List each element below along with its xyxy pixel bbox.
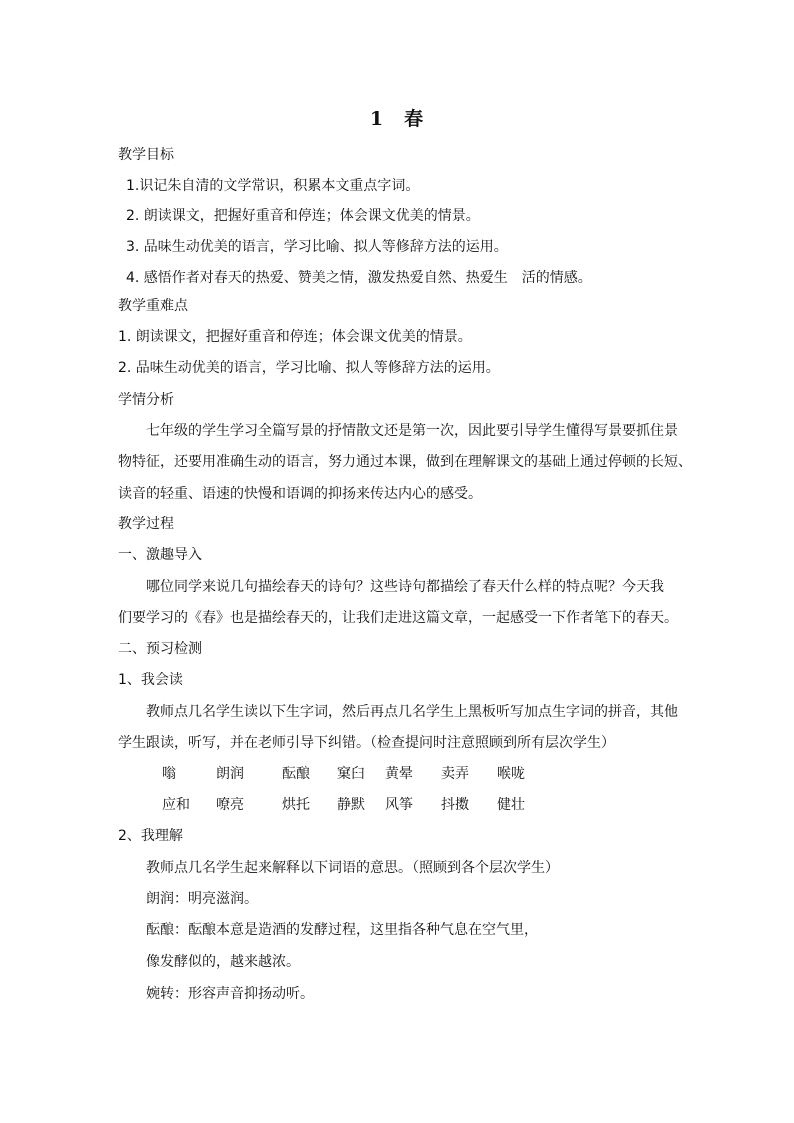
vocab-word: 窠臼 bbox=[337, 766, 365, 782]
vocab-word: 风筝 bbox=[385, 797, 413, 813]
vocab-word: 喉咙 bbox=[497, 766, 525, 782]
vocab-word: 酝酿 bbox=[282, 766, 310, 782]
section-1-line-1: 哪位同学来说几句描绘春天的诗句？这些诗句都描绘了春天什么样的特点呢？今天我 bbox=[146, 579, 664, 595]
page-title: 1 春 bbox=[369, 108, 425, 130]
vocab-word: 应和 bbox=[162, 797, 190, 813]
objective-item-2: 2. 朗读课文，把握好重音和停连；体会课文优美的情景。 bbox=[126, 208, 480, 224]
vocab-word: 静默 bbox=[337, 797, 365, 813]
process-heading: 教学过程 bbox=[118, 516, 174, 532]
key-point-item-1: 1. 朗读课文，把握好重音和停连；体会课文优美的情景。 bbox=[118, 329, 472, 345]
definition-line: 朗润：明亮滋润。 bbox=[146, 891, 258, 907]
objective-item-1: 1.识记朱自清的文学常识，积累本文重点字词。 bbox=[126, 178, 420, 194]
section-1-heading: 一、激趣导入 bbox=[118, 547, 202, 563]
subsection-1-line-2: 学生跟读，听写，并在老师引导下纠错。（检查提问时注意照顾到所有层次学生） bbox=[118, 735, 615, 751]
vocab-word: 健壮 bbox=[497, 797, 525, 813]
vocab-word: 嘹亮 bbox=[216, 797, 244, 813]
analysis-line-2: 物特征，还要用准确生动的语言，努力通过本课，做到在理解课文的基础上通过停顿的长短、 bbox=[118, 454, 692, 470]
vocab-word: 卖弄 bbox=[441, 766, 469, 782]
subsection-2-intro: 教师点几名学生起来解释以下词语的意思。（照顾到各个层次学生） bbox=[146, 860, 559, 876]
objective-item-4: 4. 感悟作者对春天的热爱、赞美之情，激发热爱自然、热爱生 活的情感。 bbox=[126, 270, 592, 286]
analysis-line-1: 七年级的学生学习全篇写景的抒情散文还是第一次，因此要引导学生懂得写景要抓住景 bbox=[146, 423, 678, 439]
analysis-heading: 学情分析 bbox=[118, 392, 174, 408]
definition-line: 酝酿：酝酿本意是造酒的发酵过程，这里指各种气息在空气里， bbox=[146, 922, 538, 938]
subsection-1-line-1: 教师点几名学生读以下生字词，然后再点几名学生上黑板听写加点生字词的拼音，其他 bbox=[146, 704, 678, 720]
definition-line: 像发酵似的，越来越浓。 bbox=[146, 954, 300, 970]
analysis-line-3: 读音的轻重、语速的快慢和语调的抑扬来传达内心的感受。 bbox=[118, 486, 482, 502]
vocab-word: 烘托 bbox=[282, 797, 310, 813]
objective-item-3: 3. 品味生动优美的语言，学习比喻、拟人等修辞方法的运用。 bbox=[126, 239, 508, 255]
key-point-item-2: 2. 品味生动优美的语言，学习比喻、拟人等修辞方法的运用。 bbox=[118, 360, 500, 376]
objectives-heading: 教学目标 bbox=[118, 147, 174, 163]
vocab-word: 黄晕 bbox=[385, 766, 413, 782]
subsection-2-heading: 2、我理解 bbox=[118, 828, 183, 844]
section-1-line-2: 们要学习的《春》也是描绘春天的，让我们走进这篇文章，一起感受一下作者笔下的春天。 bbox=[118, 610, 678, 626]
vocab-word: 抖擞 bbox=[441, 797, 469, 813]
definition-line: 婉转：形容声音抑扬动听。 bbox=[146, 986, 314, 1002]
key-points-heading: 教学重难点 bbox=[118, 298, 188, 314]
subsection-1-heading: 1、我会读 bbox=[118, 672, 183, 688]
section-2-heading: 二、预习检测 bbox=[118, 641, 202, 657]
vocab-word: 朗润 bbox=[216, 766, 244, 782]
vocab-word: 嗡 bbox=[162, 766, 176, 782]
